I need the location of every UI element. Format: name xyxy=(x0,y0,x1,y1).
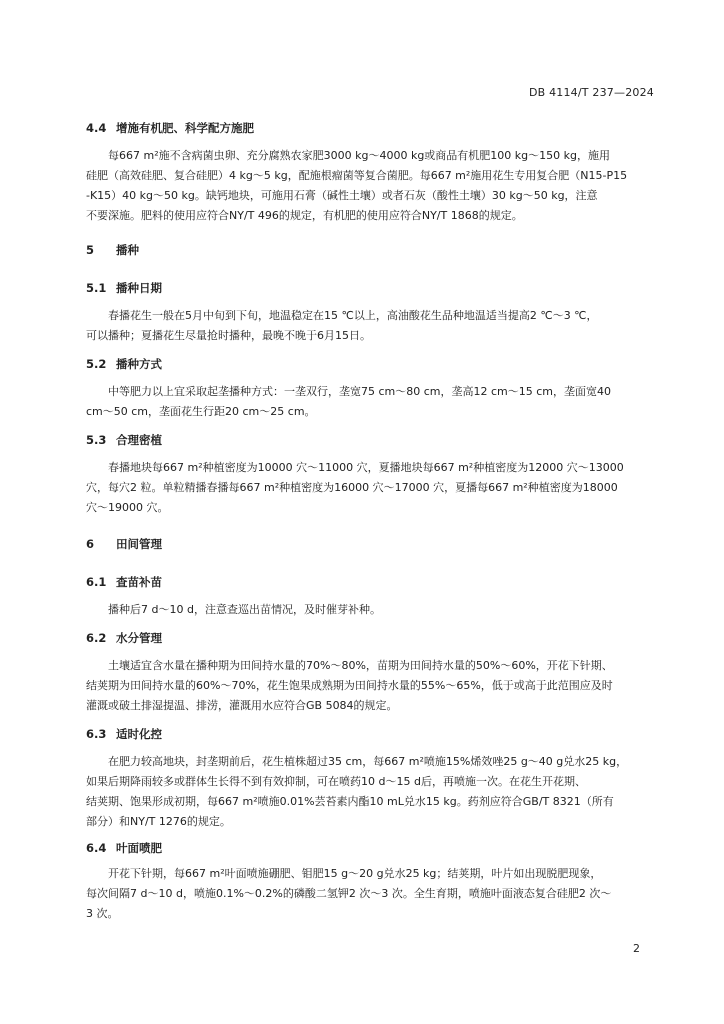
text-line: 在肥力较高地块，封垄期前后，花生植株超过35 cm，每667 m²喷施15%烯效唑25 g～40 g兑水25 kg， xyxy=(108,755,628,768)
heading-5-3 xyxy=(86,432,162,448)
paragraph-5-2 xyxy=(86,382,660,422)
heading-number: 6 xyxy=(86,537,95,551)
heading-number: 5 xyxy=(86,243,95,257)
heading-title: 播种日期 xyxy=(116,281,162,295)
heading-title: 查苗补苗 xyxy=(116,575,162,589)
text-line: 穴～19000 穴。 xyxy=(86,501,169,514)
text-line: 3 次。 xyxy=(86,907,119,920)
document-id: DB 4114/T 237—2024 xyxy=(528,86,654,99)
heading-6-2 xyxy=(86,630,162,646)
heading-title: 适时化控 xyxy=(116,727,162,741)
heading-number: 5.2 xyxy=(86,357,107,371)
paragraph-6-2 xyxy=(86,656,660,716)
text-line: 灌溉或破土排湿提温、排涝，灌溉用水应符合GB 5084的规定。 xyxy=(86,699,398,712)
text-line: 不要深施。肥料的使用应符合NY/T 496的规定，有机肥的使用应符合NY/T 1868的规定。 xyxy=(86,209,523,222)
text-line: 每667 m²施不含病菌虫卵、充分腐熟农家肥3000 kg～4000 kg或商品有机肥100 kg～150 kg，施用 xyxy=(108,149,610,162)
text-line: 穴，每穴2 粒。单粒精播春播每667 m²种植密度为16000 穴～17000 穴，夏播每667 m²种植密度为18000 xyxy=(86,481,618,494)
heading-title: 增施有机肥、科学配方施肥 xyxy=(116,121,254,135)
text-line: -K15）40 kg～50 kg。缺钙地块，可施用石膏（碱性土壤）或者石灰（酸性土壤）30 kg～50 kg，注意 xyxy=(86,189,598,202)
text-line: 土壤适宜含水量在播种期为田间持水量的70%～80%，苗期为田间持水量的50%～60%，开花下针期、 xyxy=(108,659,613,672)
text-line: 春播花生一般在5月中旬到下旬，地温稳定在15 ℃以上，高油酸花生品种地温适当提高2 ℃～3 ℃， xyxy=(108,309,598,322)
heading-6-1 xyxy=(86,574,162,590)
heading-number: 6.4 xyxy=(86,841,107,855)
text-line: 硅肥（高效硅肥、复合硅肥）4 kg～5 kg，配施根瘤菌等复合菌肥。每667 m²施用花生专用复合肥（N15-P15 xyxy=(86,169,628,182)
heading-5-2 xyxy=(86,356,162,372)
text-line: 开花下针期，每667 m²叶面喷施硼肥、钼肥15 g～20 g兑水25 kg；结荚期，叶片如出现脱肥现象， xyxy=(108,867,602,880)
heading-title: 合理密植 xyxy=(116,433,162,447)
paragraph-6-4 xyxy=(86,864,660,924)
heading-6-4 xyxy=(86,840,162,856)
text-line: 部分）和NY/T 1276的规定。 xyxy=(86,815,231,828)
heading-number: 6.1 xyxy=(86,575,107,589)
text-line: 可以播种；夏播花生尽量抢时播种，最晚不晚于6月15日。 xyxy=(86,329,371,342)
text-line: 结荚期为田间持水量的60%～70%，花生饱果成熟期为田间持水量的55%～65%，低于或高于此范围应及时 xyxy=(86,679,613,692)
paragraph-4-4 xyxy=(86,146,660,226)
heading-number: 6.2 xyxy=(86,631,107,645)
heading-title: 田间管理 xyxy=(116,537,162,551)
heading-title: 水分管理 xyxy=(116,631,162,645)
paragraph-6-1 xyxy=(86,600,660,620)
text-line: 如果后期降雨较多或群体生长得不到有效抑制，可在喷药10 d～15 d后，再喷施一次。在花生开花期、 xyxy=(86,775,586,788)
heading-title: 叶面喷肥 xyxy=(116,841,162,855)
text-line: 结荚期、饱果形成初期，每667 m²喷施0.01%芸苔素内酯10 mL兑水15 kg。药剂应符合GB/T 8321（所有 xyxy=(86,795,614,808)
heading-number: 6.3 xyxy=(86,727,107,741)
heading-title: 播种方式 xyxy=(116,357,162,371)
heading-number: 5.3 xyxy=(86,433,107,447)
heading-5-1 xyxy=(86,280,162,296)
heading-5 xyxy=(86,242,139,258)
text-line: 每次间隔7 d～10 d，喷施0.1%～0.2%的磷酸二氢钾2 次～3 次。全生育期，喷施叶面液态复合硅肥2 次～ xyxy=(86,887,612,900)
heading-6-3 xyxy=(86,726,162,742)
heading-number: 4.4 xyxy=(86,121,107,135)
text-line: 中等肥力以上宜采取起垄播种方式：一垄双行，垄宽75 cm～80 cm，垄高12 cm～15 cm，垄面宽40 xyxy=(108,385,612,398)
text-line: 春播地块每667 m²种植密度为10000 穴～11000 穴，夏播地块每667 m²种植密度为12000 穴～13000 xyxy=(108,461,624,474)
page-number: 2 xyxy=(633,942,640,955)
heading-6 xyxy=(86,536,162,552)
text-line: cm～50 cm，垄面花生行距20 cm～25 cm。 xyxy=(86,405,316,418)
heading-number: 5.1 xyxy=(86,281,107,295)
heading-title: 播种 xyxy=(116,243,139,257)
text-line: 播种后7 d～10 d，注意查巡出苗情况，及时催芽补种。 xyxy=(108,603,381,616)
heading-4-4 xyxy=(86,120,254,136)
paragraph-5-1 xyxy=(86,306,660,346)
paragraph-6-3 xyxy=(86,752,660,832)
paragraph-5-3 xyxy=(86,458,660,518)
